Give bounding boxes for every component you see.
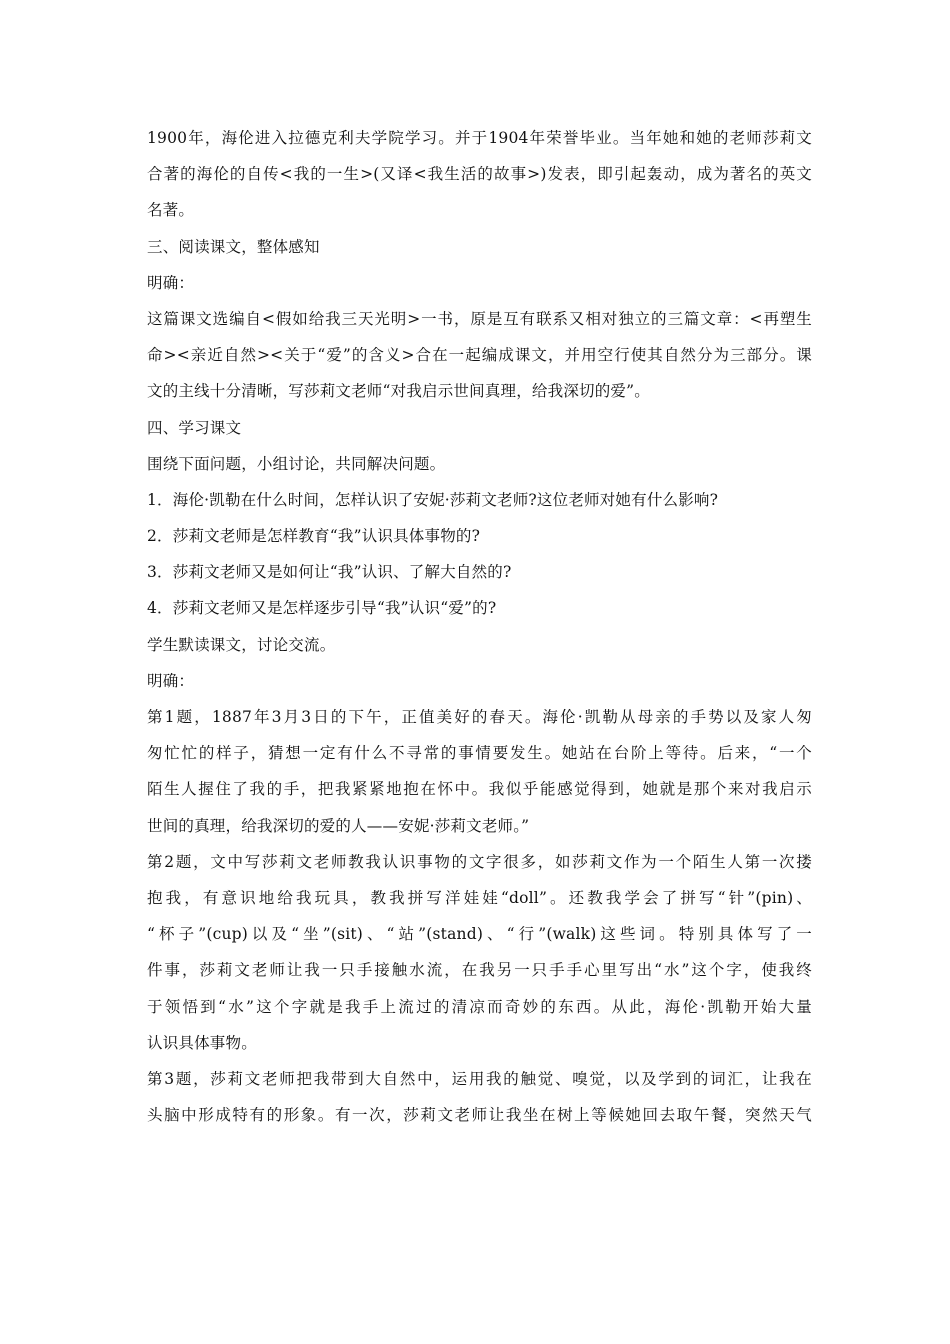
text-line: 名著。 xyxy=(147,201,195,220)
section-heading: 四、学习课文 xyxy=(147,418,242,437)
text-line: 文的主线十分清晰，写莎莉文老师“对我启示世间真理，给我深切的爱”。 xyxy=(147,382,650,401)
answer-line: 件事，莎莉文老师让我一只手接触水流，在我另一只手手心里写出“水”这个字，使我终 xyxy=(147,961,812,980)
text-line: 学生默读课文，讨论交流。 xyxy=(147,635,336,654)
question-item: 2．莎莉文老师是怎样教育“我”认识具体事物的? xyxy=(147,527,481,546)
question-item: 3．莎莉文老师又是如何让“我”认识、了解大自然的? xyxy=(147,563,512,582)
answer-line: 第3题，莎莉文老师把我带到大自然中，运用我的触觉、嗅觉，以及学到的词汇，让我在 xyxy=(147,1069,812,1088)
answer-line: 匆忙忙的样子，猜想一定有什么不寻常的事情要发生。她站在台阶上等待。后来，“一个 xyxy=(147,744,812,763)
answer-line: 抱我，有意识地给我玩具，教我拼写洋娃娃“doll”。还教我学会了拼写“针”(pin)、 xyxy=(147,888,812,907)
answer-line: 头脑中形成特有的形象。有一次，莎莉文老师让我坐在树上等候她回去取午餐，突然天气 xyxy=(147,1106,812,1125)
document-body xyxy=(147,120,812,1133)
text-line: 1900年，海伦进入拉德克利夫学院学习。并于1904年荣誉毕业。当年她和她的老师莎莉文 xyxy=(147,129,812,147)
answer-line: 陌生人握住了我的手，把我紧紧地抱在怀中。我似乎能感觉得到，她就是那个来对我启示 xyxy=(147,780,812,799)
answer-line: 第2题，文中写莎莉文老师教我认识事物的文字很多，如莎莉文作为一个陌生人第一次搂 xyxy=(147,852,812,871)
question-item: 4．莎莉文老师又是怎样逐步引导“我”认识“爱”的? xyxy=(147,599,497,618)
answer-line: 于领悟到“水”这个字就是我手上流过的清凉而奇妙的东西。从此，海伦·凯勒开始大量 xyxy=(147,997,812,1016)
answer-line: 世间的真理，给我深切的爱的人——安妮·莎莉文老师。” xyxy=(147,816,530,835)
answer-line: 第1题，1887年3月3日的下午，正值美好的春天。海伦·凯勒从母亲的手势以及家人匆 xyxy=(147,708,812,726)
section-heading: 三、阅读课文，整体感知 xyxy=(147,237,320,256)
text-line: 围绕下面问题，小组讨论，共同解决问题。 xyxy=(147,454,446,473)
text-line: 明确： xyxy=(147,273,195,292)
text-line: 明确： xyxy=(147,671,195,690)
text-line: 命><亲近自然><关于“爱”的含义>合在一起编成课文，并用空行使其自然分为三部分。课 xyxy=(147,346,812,365)
answer-line: “杯子”(cup)以及“坐”(sit)、“站”(stand)、“行”(walk)这些词。特别具体写了一 xyxy=(147,925,812,944)
text-line: 合著的海伦的自传<我的一生>(又译<我生活的故事>)发表，即引起轰动，成为著名的英文 xyxy=(147,165,812,184)
text-line: 这篇课文选编自<假如给我三天光明>一书，原是互有联系又相对独立的三篇文章：<再塑生 xyxy=(147,309,812,328)
answer-line: 认识具体事物。 xyxy=(147,1033,257,1052)
question-item: 1．海伦·凯勒在什么时间，怎样认识了安妮·莎莉文老师?这位老师对她有什么影响? xyxy=(147,490,719,509)
